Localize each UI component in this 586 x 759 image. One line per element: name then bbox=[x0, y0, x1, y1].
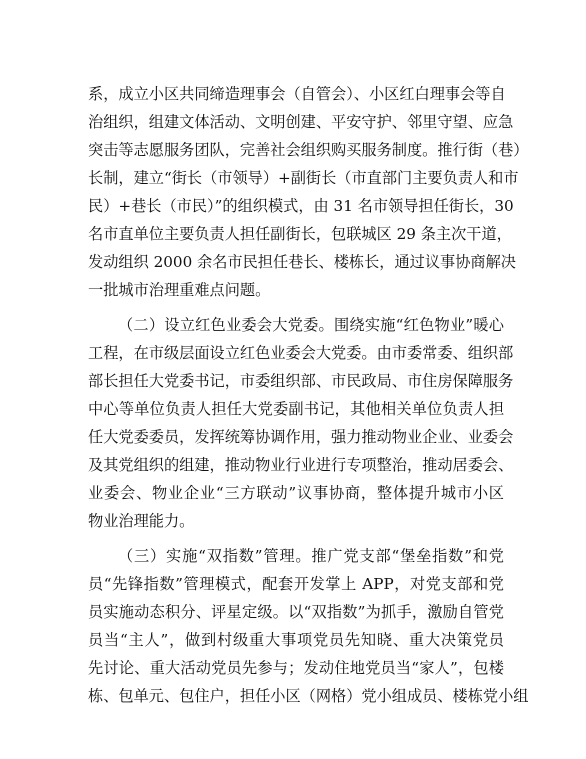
text-line: 员实施动态积分、评星定级。以“双指数”为抓手，激励自管党 bbox=[88, 603, 504, 621]
text-line: 物业治理能力。 bbox=[88, 512, 195, 530]
text-line: 及其党组织的组建，推动物业行业进行专项整治，推动居委会、 bbox=[88, 456, 514, 474]
text-line: 民）+巷长（市民）”的组织模式，由 31 名市领导担任街长，30 bbox=[88, 197, 514, 215]
text-line: 员当“主人”，做到村级重大事项党员先知晓、重大决策党员 bbox=[88, 631, 504, 649]
text-line: 一批城市治理重难点问题。 bbox=[88, 281, 271, 299]
paragraph-3 bbox=[88, 542, 529, 710]
text-line: 部长担任大党委书记，市委组织部、市民政局、市住房保障服务 bbox=[88, 372, 514, 390]
text-line: 长制，建立“街长（市领导）+副街长（市直部门主要负责人和市 bbox=[88, 169, 519, 187]
paragraph-1 bbox=[88, 80, 529, 304]
section-heading-line: （三）实施“双指数”管理。推广党支部“堡垒指数”和党 bbox=[118, 547, 504, 565]
paragraph-2 bbox=[88, 311, 514, 535]
text-line: 员“先锋指数”管理模式，配套开发掌上 APP，对党支部和党 bbox=[88, 575, 504, 593]
text-line: 先讨论、重大活动党员先参与；发动住地党员当“家人”，包楼 bbox=[88, 659, 504, 677]
text-line: 名市直单位主要负责人担任副街长，包联城区 29 条主次干道， bbox=[88, 225, 512, 243]
text-line: 系，成立小区共同缔造理事会（自管会）、小区红白理事会等自 bbox=[88, 85, 506, 103]
section-heading-line: （二）设立红色业委会大党委。围绕实施“红色物业”暖心 bbox=[118, 316, 504, 334]
document-body bbox=[88, 80, 529, 710]
text-line: 任大党委委员，发挥统筹协调作用，强力推动物业企业、业委会 bbox=[88, 428, 514, 446]
text-line: 栋、包单元、包住户，担任小区（网格）党小组成员、楼栋党小组 bbox=[88, 687, 529, 705]
text-line: 发动组织 2000 余名市民担任巷长、楼栋长，通过议事协商解决 bbox=[88, 253, 516, 271]
text-line: 突击等志愿服务团队，完善社会组织购买服务制度。推行街（巷） bbox=[88, 141, 529, 159]
text-line: 工程，在市级层面设立红色业委会大党委。由市委常委、组织部 bbox=[88, 344, 514, 362]
text-line: 治组织，组建文体活动、文明创建、平安守护、邻里守望、应急 bbox=[88, 113, 514, 131]
text-line: 业委会、物业企业“三方联动”议事协商，整体提升城市小区 bbox=[88, 484, 504, 502]
text-line: 中心等单位负责人担任大党委副书记，其他相关单位负责人担 bbox=[88, 400, 504, 418]
